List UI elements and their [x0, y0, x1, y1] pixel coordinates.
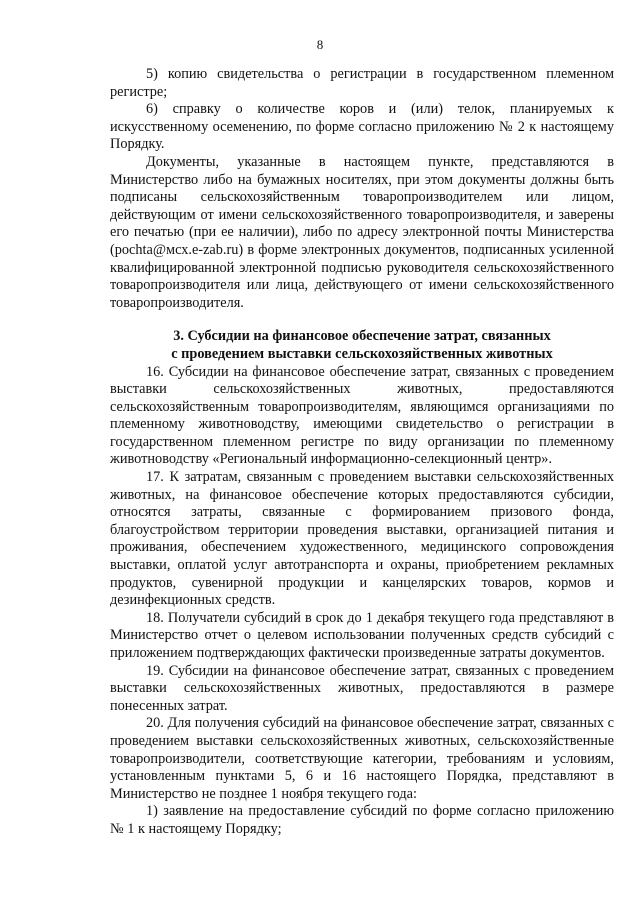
paragraph-20: 20. Для получения субсидий на финансовое обеспечение затрат, связанных с проведением выставки сельскохозяйственных животных, сельскохозяйственные товаропроизводители, соответствующие категории, требованиям и условиям, установленным пунктами 5, 6 и 16 настоящего Порядка, представляют в Министерство не позднее 1 ноября текущего года:: [110, 715, 614, 802]
document-body: [110, 66, 614, 839]
paragraph-cows-certificate: 6) справку о количестве коров и (или) телок, планируемых к искусственному осеменению, по форме согласно приложению № 2 к настоящему Порядку.: [110, 101, 614, 153]
paragraph-16: 16. Субсидии на финансовое обеспечение затрат, связанных с проведением выставки сельскохозяйственных животных, предоставляются сельскохозяйственным товаропроизводителям, являющимся организациями по племенному животноводству, имеющими свидетельство о регистрации в государственном племенном регистре по виду организации по племенному животноводству «Региональный информационно-селекционный центр».: [110, 363, 614, 468]
paragraph-19: 19. Субсидии на финансовое обеспечение затрат, связанных с проведением выставки сельскохозяйственных животных, предоставляются в размере понесенных затрат.: [110, 662, 614, 714]
page-number: 8: [316, 37, 324, 52]
paragraph-documents-submission: Документы, указанные в настоящем пункте, представляются в Министерство либо на бумажных носителях, при этом документы должны быть подписаны сельскохозяйственным товаропроизводителем или лицом, действующим от имени сельскохозяйственного товаропроизводителя, и заверены его печатью (при ее наличии), либо по адресу электронной почты Министерства (pochta@мсх.e-zab.ru) в форме электронных документов, подписанных усиленной квалифицированной электронной подписью руководителя сельскохозяйственного товаропроизводителя или лица, действующего от имени сельскохозяйственного товаропроизводителя.: [110, 153, 614, 311]
section-heading-line-1: 3. Субсидии на финансовое обеспечение затрат, связанных: [173, 328, 551, 345]
paragraph-copy-certificate: 5) копию свидетельства о регистрации в государственном племенном регистре;: [110, 66, 614, 100]
paragraph-18: 18. Получатели субсидий в срок до 1 декабря текущего года представляют в Министерство отчет о целевом использовании полученных средств субсидий с приложением подтверждающих фактически произведенные затраты документов.: [110, 609, 614, 661]
paragraph-20-item-1: 1) заявление на предоставление субсидий по форме согласно приложению № 1 к настоящему Порядку;: [110, 803, 614, 837]
section-heading-line-2: с проведением выставки сельскохозяйственных животных: [171, 345, 553, 362]
section-heading: [110, 328, 614, 363]
paragraph-17: 17. К затратам, связанным с проведением выставки сельскохозяйственных животных, на финансовое обеспечение которых предоставляются субсидии, относятся затраты, связанные с формированием призового фонда, благоустройством территории проведения выставки, организацией питания и проживания, обеспечением художественного, медицинского сопровождения выставки, оплатой услуг автотранспорта и охраны, приобретением рекламных продуктов, сувенирной продукции и канцелярских товаров, кормов и дезинфекционных средств.: [110, 469, 614, 609]
